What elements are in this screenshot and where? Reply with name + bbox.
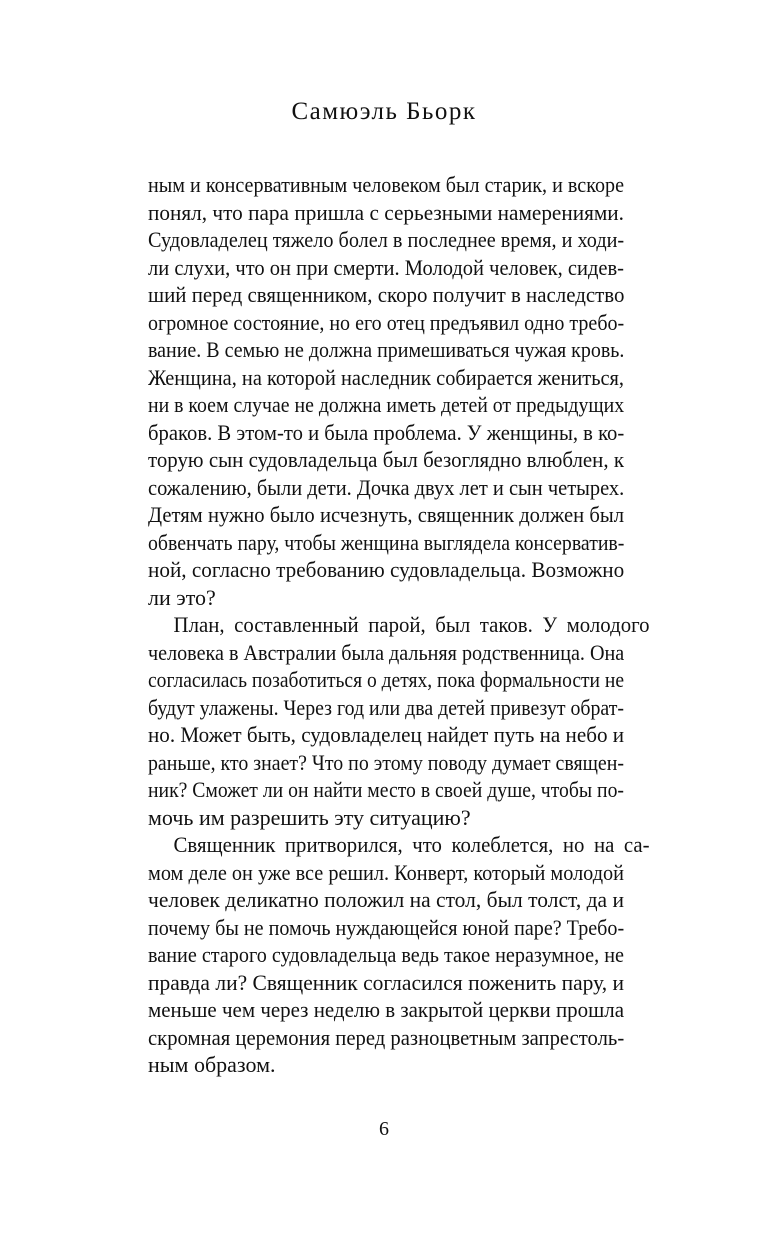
text-line: ни в коем случае не должна иметь детей от предыдущих bbox=[148, 392, 625, 417]
text-line: раньше, кто знает? Что по этому поводу думает священ- bbox=[148, 749, 624, 775]
text-line: человека в Австралии была дальняя родственница. Она bbox=[148, 639, 625, 665]
paragraph bbox=[148, 611, 650, 831]
text-line: мочь им разрешить эту ситуацию? bbox=[148, 804, 471, 830]
text-line: огромное состояние, но его отец предъявил одно требо- bbox=[148, 309, 625, 335]
text-line: Женщина, на которой наследник собирается жениться, bbox=[148, 364, 624, 390]
text-line: меньше чем через неделю в закрытой церкви прошла bbox=[148, 997, 624, 1022]
text-line: ным и консервативным человеком был старик, и вскоре bbox=[148, 172, 624, 197]
text-line: но. Может быть, судовладелец найдет путь на небо и bbox=[148, 722, 625, 747]
text-line: вание старого судовладельца ведь такое неразумное, не bbox=[148, 942, 624, 967]
text-line: План, составленный парой, был таков. У молодого bbox=[173, 612, 650, 637]
text-line: Судовладелец тяжело болел в последнее время, и ходи- bbox=[148, 227, 625, 252]
text-line: ший перед священником, скоро получит в наследство bbox=[148, 282, 625, 307]
text-line: Священник притворился, что колеблется, но на са- bbox=[173, 832, 650, 857]
text-line: вание. В семью не должна примешиваться чужая кровь. bbox=[148, 337, 625, 362]
text-line: ли это? bbox=[148, 584, 216, 610]
text-line: понял, что пара пришла с серьезными намерениями. bbox=[148, 199, 624, 225]
paragraph bbox=[148, 171, 624, 611]
text-line: сожалению, были дети. Дочка двух лет и сын четырех. bbox=[148, 474, 625, 500]
text-line: мом деле он уже все решил. Конверт, который молодой bbox=[148, 859, 624, 885]
text-line: почему бы не помочь нуждающейся юной паре? Требо- bbox=[148, 914, 625, 940]
text-line: скромная церемония перед разноцветным запрестоль- bbox=[148, 1024, 625, 1050]
running-header: Самюэль Бьорк bbox=[291, 98, 477, 125]
text-line: обвенчать пару, чтобы женщина выглядела консерватив- bbox=[148, 529, 625, 555]
text-line: браков. В этом-то и была проблема. У женщины, в ко- bbox=[148, 419, 625, 445]
page-number: 6 bbox=[379, 1118, 389, 1140]
text-line: Детям нужно было исчезнуть, священник должен был bbox=[148, 502, 624, 527]
paragraph bbox=[148, 831, 650, 1079]
text-line: ной, согласно требованию судовладельца. Возможно bbox=[148, 557, 625, 582]
text-line: человек деликатно положил на стол, был толст, да и bbox=[148, 887, 624, 912]
body-text bbox=[148, 171, 650, 1079]
text-line: ник? Сможет ли он найти место в своей душе, чтобы по- bbox=[148, 777, 624, 802]
text-line: согласилась позаботиться о детях, пока формальности не bbox=[148, 667, 625, 692]
text-line: правда ли? Священник согласился поженить пару, и bbox=[148, 969, 624, 995]
text-line: будут улажены. Через год или два детей привезут обрат- bbox=[148, 694, 624, 720]
text-line: ным образом. bbox=[148, 1052, 276, 1077]
text-line: торую сын судовладельца был безоглядно влюблен, к bbox=[148, 447, 624, 472]
text-line: ли слухи, что он при смерти. Молодой человек, сидев- bbox=[148, 254, 624, 280]
